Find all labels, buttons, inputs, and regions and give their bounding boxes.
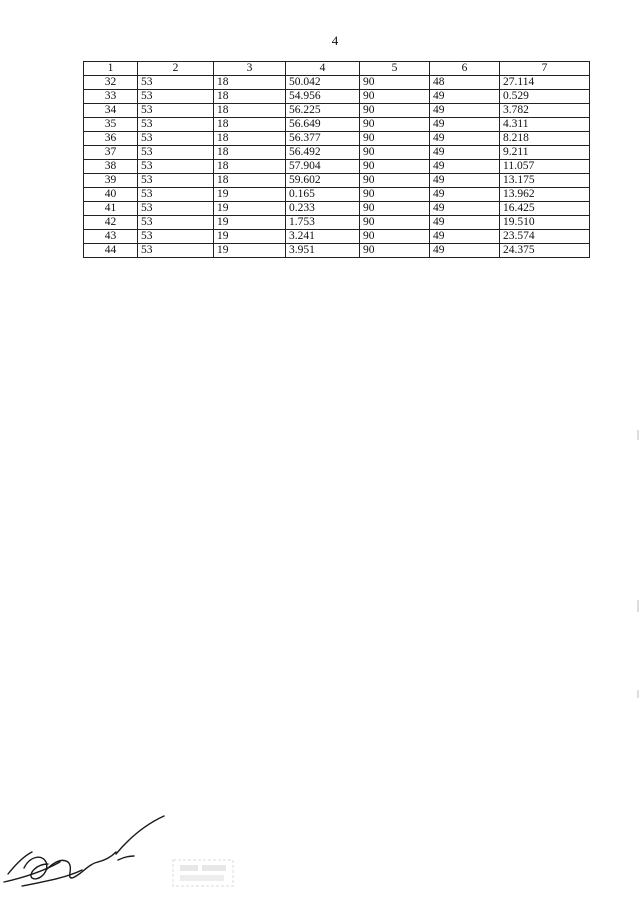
table-row xyxy=(84,216,590,230)
table-cell: 90 xyxy=(360,188,430,202)
table-row xyxy=(84,202,590,216)
table-cell: 53 xyxy=(138,160,214,174)
table-cell: 49 xyxy=(430,244,500,258)
table-cell: 1.753 xyxy=(286,216,360,230)
table-cell: 53 xyxy=(138,188,214,202)
table-cell: 57.904 xyxy=(286,160,360,174)
table-cell: 90 xyxy=(360,174,430,188)
table-cell: 49 xyxy=(430,90,500,104)
table-cell: 0.165 xyxy=(286,188,360,202)
table-cell: 90 xyxy=(360,76,430,90)
table-cell: 13.962 xyxy=(500,188,590,202)
scan-edge-marks xyxy=(636,0,640,905)
signature-icon xyxy=(2,812,172,892)
table-cell: 42 xyxy=(84,216,138,230)
table-cell: 18 xyxy=(214,174,286,188)
table-cell: 0.529 xyxy=(500,90,590,104)
table-cell: 18 xyxy=(214,132,286,146)
table-cell: 19.510 xyxy=(500,216,590,230)
table-body xyxy=(84,76,590,258)
table-row xyxy=(84,174,590,188)
column-header: 6 xyxy=(430,62,500,76)
table-row xyxy=(84,76,590,90)
table-cell: 49 xyxy=(430,230,500,244)
table-cell: 59.602 xyxy=(286,174,360,188)
table-cell: 27.114 xyxy=(500,76,590,90)
table-row xyxy=(84,132,590,146)
table-cell: 43 xyxy=(84,230,138,244)
table-cell: 13.175 xyxy=(500,174,590,188)
table-row xyxy=(84,118,590,132)
table-cell: 54.956 xyxy=(286,90,360,104)
table-cell: 53 xyxy=(138,118,214,132)
table-cell: 11.057 xyxy=(500,160,590,174)
table-cell: 56.492 xyxy=(286,146,360,160)
table-cell: 90 xyxy=(360,230,430,244)
table-cell: 53 xyxy=(138,216,214,230)
table-cell: 3.241 xyxy=(286,230,360,244)
table-cell: 41 xyxy=(84,202,138,216)
table-row xyxy=(84,146,590,160)
table-cell: 19 xyxy=(214,244,286,258)
page-number: 4 xyxy=(331,33,339,48)
table-cell: 53 xyxy=(138,104,214,118)
table-cell: 53 xyxy=(138,174,214,188)
table-row xyxy=(84,188,590,202)
table-cell: 49 xyxy=(430,132,500,146)
table-cell: 32 xyxy=(84,76,138,90)
table-cell: 49 xyxy=(430,202,500,216)
table-cell: 18 xyxy=(214,90,286,104)
table-cell: 18 xyxy=(214,104,286,118)
table-cell: 8.218 xyxy=(500,132,590,146)
table-cell: 37 xyxy=(84,146,138,160)
table-cell: 56.225 xyxy=(286,104,360,118)
table-row xyxy=(84,160,590,174)
table-cell: 3.782 xyxy=(500,104,590,118)
table-cell: 49 xyxy=(430,216,500,230)
table-cell: 90 xyxy=(360,202,430,216)
table-cell: 35 xyxy=(84,118,138,132)
table-cell: 24.375 xyxy=(500,244,590,258)
table-cell: 56.377 xyxy=(286,132,360,146)
table-cell: 53 xyxy=(138,202,214,216)
column-header: 7 xyxy=(500,62,590,76)
table-cell: 49 xyxy=(430,160,500,174)
table-cell: 18 xyxy=(214,160,286,174)
table-cell: 53 xyxy=(138,76,214,90)
table-cell: 49 xyxy=(430,146,500,160)
stamp-icon xyxy=(172,859,234,887)
column-header: 2 xyxy=(138,62,214,76)
table-cell: 38 xyxy=(84,160,138,174)
table-cell: 33 xyxy=(84,90,138,104)
table-cell: 90 xyxy=(360,118,430,132)
table-cell: 19 xyxy=(214,230,286,244)
table-cell: 49 xyxy=(430,188,500,202)
table-cell: 18 xyxy=(214,76,286,90)
column-header: 3 xyxy=(214,62,286,76)
table-cell: 56.649 xyxy=(286,118,360,132)
table-row xyxy=(84,90,590,104)
table-cell: 23.574 xyxy=(500,230,590,244)
table-row xyxy=(84,244,590,258)
table-cell: 50.042 xyxy=(286,76,360,90)
table-cell: 9.211 xyxy=(500,146,590,160)
table-header-row xyxy=(84,62,590,76)
table-cell: 90 xyxy=(360,104,430,118)
table-cell: 18 xyxy=(214,118,286,132)
column-header: 1 xyxy=(84,62,138,76)
table-cell: 90 xyxy=(360,146,430,160)
table-row xyxy=(84,104,590,118)
column-header: 5 xyxy=(360,62,430,76)
table-cell: 53 xyxy=(138,146,214,160)
table-cell: 49 xyxy=(430,118,500,132)
table-cell: 3.951 xyxy=(286,244,360,258)
table-cell: 90 xyxy=(360,132,430,146)
table-cell: 49 xyxy=(430,174,500,188)
table-cell: 90 xyxy=(360,160,430,174)
table-cell: 16.425 xyxy=(500,202,590,216)
column-header: 4 xyxy=(286,62,360,76)
table-cell: 36 xyxy=(84,132,138,146)
table-cell: 44 xyxy=(84,244,138,258)
table-cell: 19 xyxy=(214,202,286,216)
table-cell: 39 xyxy=(84,174,138,188)
table-cell: 19 xyxy=(214,216,286,230)
table-cell: 53 xyxy=(138,244,214,258)
table-cell: 90 xyxy=(360,90,430,104)
coordinates-table xyxy=(83,61,590,258)
table-cell: 34 xyxy=(84,104,138,118)
table-cell: 90 xyxy=(360,244,430,258)
table-cell: 18 xyxy=(214,146,286,160)
table-cell: 53 xyxy=(138,132,214,146)
table-cell: 53 xyxy=(138,90,214,104)
table-row xyxy=(84,230,590,244)
table-cell: 40 xyxy=(84,188,138,202)
table-cell: 53 xyxy=(138,230,214,244)
table-cell: 90 xyxy=(360,216,430,230)
table-cell: 0.233 xyxy=(286,202,360,216)
table-cell: 48 xyxy=(430,76,500,90)
table-cell: 4.311 xyxy=(500,118,590,132)
table-cell: 19 xyxy=(214,188,286,202)
table-cell: 49 xyxy=(430,104,500,118)
